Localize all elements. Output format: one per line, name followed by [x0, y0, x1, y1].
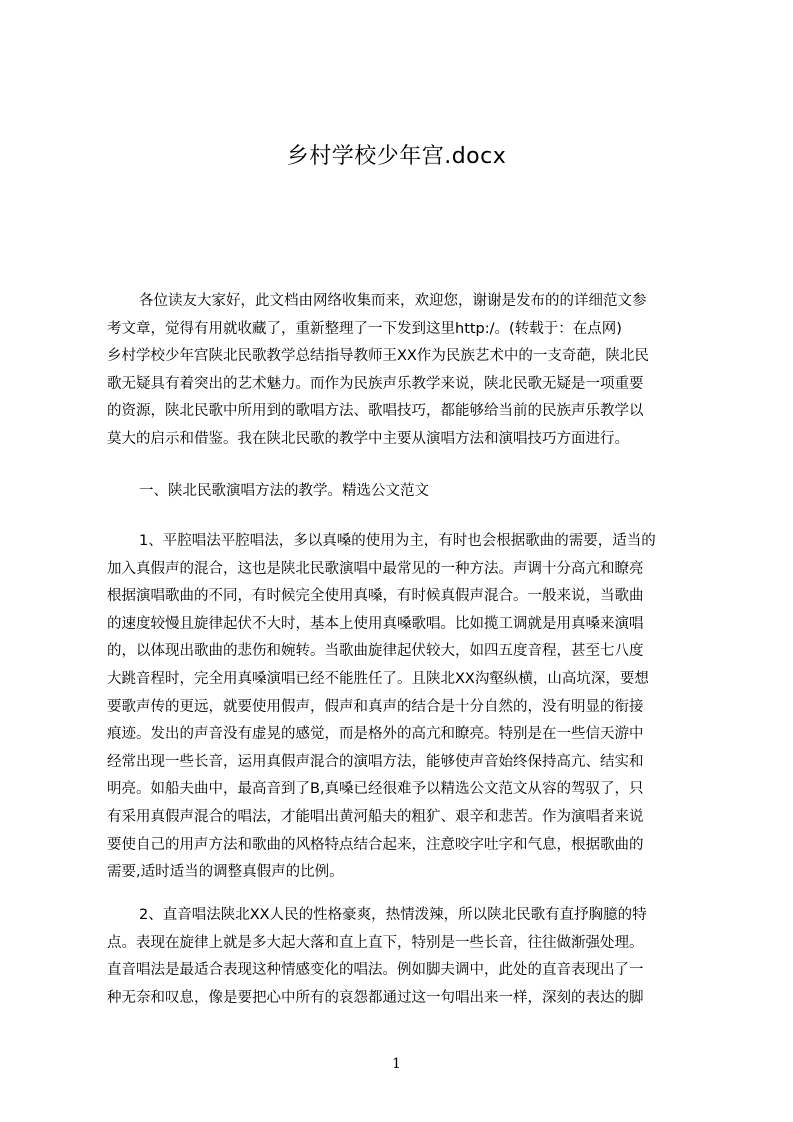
paragraph-line: 要歌声传的更远，就要使用假声，假声和真声的结合是十分自然的，没有明显的衔接 — [107, 698, 644, 715]
paragraph-line: 明亮。如船夫曲中，最高音到了B,真嗓已经很难予以精选公文范文从容的驾驭了，只 — [107, 781, 644, 798]
paragraph-line: 大跳音程时，完全用真嗓演唱已经不能胜任了。且陕北XX沟壑纵横，山高坑深，要想 — [107, 670, 649, 687]
paragraph-line: 莫大的启示和借鉴。我在陕北民歌的教学中主要从演唱方法和演唱技巧方面进行。 — [107, 430, 629, 447]
paragraph-line: 根据演唱歌曲的不同，有时候完全使用真嗓，有时候真假声混合。一般来说，当歌曲 — [107, 588, 644, 605]
paragraph-line: 2、直音唱法陕北XX人民的性格豪爽，热情泼辣，所以陕北民歌有直抒胸臆的特 — [139, 907, 647, 923]
paragraph-line: 的速度较慢且旋律起伏不大时，基本上使用真嗓歌唱。比如揽工调就是用真嗓来演唱 — [107, 615, 644, 632]
paragraph-line: 要使自己的用声方法和歌曲的风格特点结合起来，注意咬字吐字和气息，根据歌曲的 — [107, 836, 644, 853]
paragraph-line: 点。表现在旋律上就是多大起大落和直上直下，特别是一些长音，往往做渐强处理。 — [107, 934, 644, 951]
paragraph-line: 1、平腔唱法平腔唱法，多以真嗓的使用为主，有时也会根据歌曲的需要，适当的 — [139, 533, 656, 549]
paragraph-line: 种无奈和叹息，像是要把心中所有的哀怨都通过这一句唱出来一样，深刻的表达的脚 — [107, 989, 644, 1006]
heading-line: 一、陕北民歌演唱方法的教学。精选公文范文 — [139, 483, 429, 499]
paragraph-line: 经常出现一些长音，运用真假声混合的演唱方法，能够使声音始终保持高亢、结实和 — [107, 753, 644, 770]
paragraph-line: 考文章，觉得有用就收藏了，重新整理了一下发到这里http:/。(转载于：在点网) — [107, 320, 622, 337]
paragraph-line: 加入真假声的混合，这也是陕北民歌演唱中最常见的一种方法。声调十分高亢和瞭亮 — [107, 560, 644, 577]
page-number: 1 — [392, 1056, 401, 1072]
paragraph-line: 需要,适时适当的调整真假声的比例。 — [107, 864, 344, 881]
paragraph-line: 的，以体现出歌曲的悲伤和婉转。当歌曲旋律起伏较大，如四五度音程，甚至七八度 — [107, 643, 644, 660]
document-title: 乡村学校少年宫.docx — [286, 144, 507, 169]
intro-paragraph — [107, 288, 699, 454]
paragraph-line: 各位读友大家好，此文档由网络收集而来，欢迎您，谢谢是发布的的详细范文参 — [139, 293, 647, 309]
paragraph-line: 直音唱法是最适合表现这种情感变化的唱法。例如脚夫调中，此处的直音表现出了一 — [107, 962, 644, 979]
section-paragraph-1 — [107, 528, 699, 887]
section-heading — [107, 478, 699, 506]
paragraph-line: 有采用真假声混合的唱法，才能唱出黄河船夫的粗犷、艰辛和悲苦。作为演唱者来说 — [107, 808, 644, 825]
paragraph-line: 歌无疑具有着突出的艺术魅力。而作为民族声乐教学来说，陕北民歌无疑是一项重要 — [107, 375, 644, 392]
section-paragraph-2 — [107, 902, 699, 1012]
paragraph-line: 的资源，陕北民歌中所用到的歌唱方法、歌唱技巧，都能够给当前的民族声乐教学以 — [107, 403, 644, 420]
paragraph-line: 乡村学校少年宫陕北民歌教学总结指导教师王XX作为民族艺术中的一支奇葩，陕北民 — [107, 348, 649, 365]
paragraph-line: 痕迹。发出的声音没有虚晃的感觉，而是格外的高亢和瞭亮。特别是在一些信天游中 — [107, 726, 644, 743]
